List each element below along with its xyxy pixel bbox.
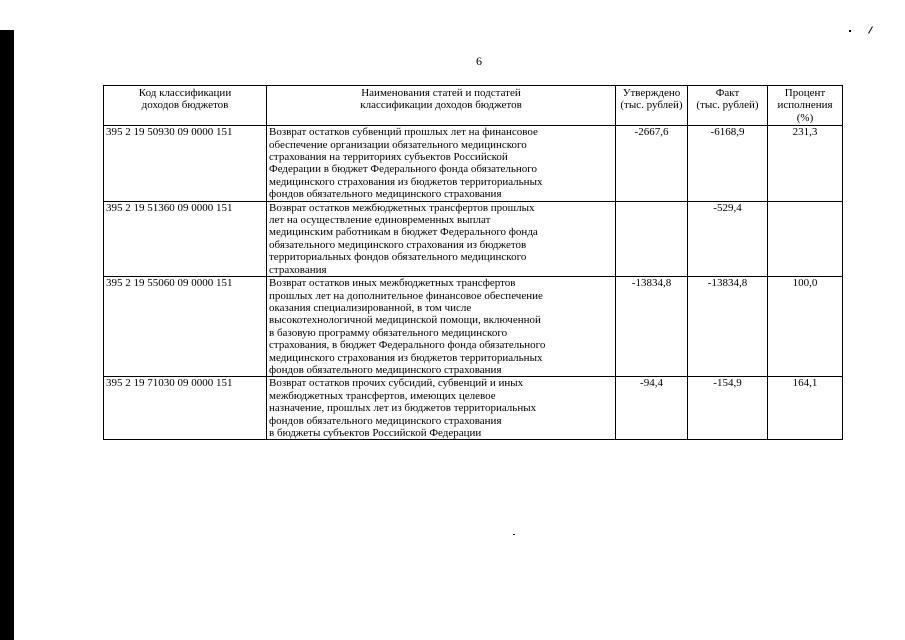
item-name: Возврат остатков прочих субсидий, субвенций и иных межбюджетных трансфертов, имеющих целевое назначение, прошлых лет из бюджетов территориальных фондов обязательного медицинского страхования в бюджеты субъектов Российской Федерации (267, 377, 616, 440)
table-header-row (104, 86, 843, 126)
scan-edge-shadow (0, 30, 14, 640)
actual-value: -529,4 (688, 201, 768, 276)
item-name: Возврат остатков межбюджетных трансфертов прошлых лет на осуществление единовременных выплат медицинским работникам в бюджет Федерального фонда обязательного медицинского страхования из бюджетов территориальных фондов обязательного медицинского страхования (267, 201, 616, 276)
approved-value (616, 201, 688, 276)
table-row (104, 126, 843, 201)
actual-value: -13834,8 (688, 277, 768, 377)
scan-speck (513, 534, 515, 535)
actual-value: -154,9 (688, 377, 768, 440)
classification-code: 395 2 19 51360 09 0000 151 (104, 201, 267, 276)
approved-value: -13834,8 (616, 277, 688, 377)
scan-speck (868, 26, 873, 33)
percent-value: 231,3 (768, 126, 843, 201)
percent-value: 164,1 (768, 377, 843, 440)
percent-value: 100,0 (768, 277, 843, 377)
classification-code: 395 2 19 71030 09 0000 151 (104, 377, 267, 440)
column-header-code: Код классификации доходов бюджетов (104, 86, 267, 126)
page-number: 6 (476, 54, 482, 68)
item-name: Возврат остатков иных межбюджетных трансфертов прошлых лет на дополнительное финансовое обеспечение оказания специализированной, в том числе высокотехнологичной медицинской помощи, включенной в базовую программу обязательного медицинского страхования, в бюджет Федерального фонда обязательного медицинского страхования из бюджетов территориальных фондов обязательного медицинского страхования (267, 277, 616, 377)
table-row (104, 277, 843, 377)
approved-value: -2667,6 (616, 126, 688, 201)
table-row (104, 377, 843, 440)
table-row (104, 201, 843, 276)
classification-code: 395 2 19 50930 09 0000 151 (104, 126, 267, 201)
actual-value: -6168,9 (688, 126, 768, 201)
item-name: Возврат остатков субвенций прошлых лет на финансовое обеспечение организации обязательного медицинского страхования на территориях субъектов Российской Федерации в бюджет Федерального фонда обязательного медицинского страхования из бюджетов территориальных фондов обязательного медицинского страхования (267, 126, 616, 201)
classification-code: 395 2 19 55060 09 0000 151 (104, 277, 267, 377)
percent-value (768, 201, 843, 276)
column-header-name: Наименования статей и подстатей классификации доходов бюджетов (267, 86, 616, 126)
column-header-percent: Процент исполнения (%) (768, 86, 843, 126)
column-header-approved: Утверждено (тыс. рублей) (616, 86, 688, 126)
column-header-actual: Факт (тыс. рублей) (688, 86, 768, 126)
budget-revenue-table (103, 85, 843, 440)
scan-speck (849, 30, 851, 32)
approved-value: -94,4 (616, 377, 688, 440)
